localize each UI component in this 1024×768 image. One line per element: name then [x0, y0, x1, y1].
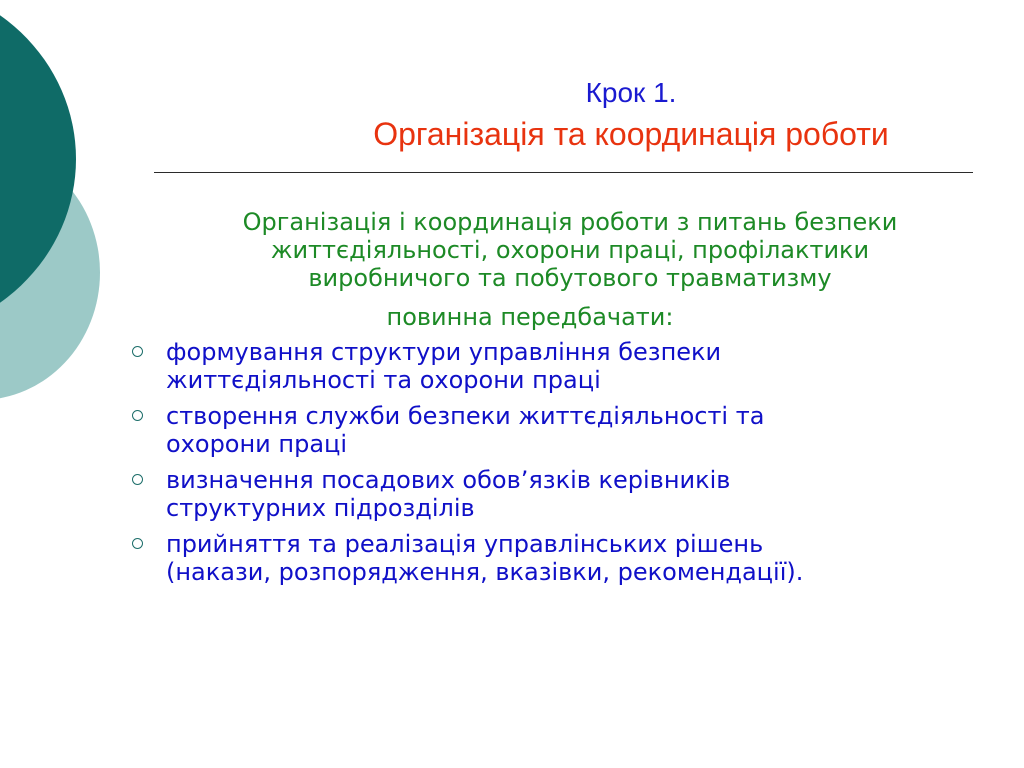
hollow-circle-bullet-icon [132, 474, 143, 485]
bullet-text-line: структурних підрозділів [166, 494, 475, 522]
intro-line: життєдіяльності, охорони праці, профілактики [270, 236, 870, 264]
bullet-list [0, 338, 1024, 594]
step-title: Організація та координація роботи [373, 116, 889, 152]
bullet-text-line: (накази, розпорядження, вказівки, рекомендації). [166, 558, 804, 586]
hollow-circle-bullet-icon [132, 410, 143, 421]
bullet-item [0, 530, 1024, 586]
bullet-item [0, 402, 1024, 458]
intro-line: виробничого та побутового травматизму [308, 264, 832, 292]
hollow-circle-bullet-icon [132, 346, 143, 357]
hollow-circle-bullet-icon [132, 538, 143, 549]
bullet-item [0, 338, 1024, 394]
bullet-item [0, 466, 1024, 522]
bullet-text-line: визначення посадових обов’язків керівників [166, 466, 731, 494]
bullet-text-line: створення служби безпеки життєдіяльності та [166, 402, 765, 430]
slide-title [150, 74, 972, 156]
title-divider [154, 172, 973, 173]
intro-lead: повинна передбачати: [386, 303, 674, 331]
intro-paragraph [160, 208, 980, 292]
bullet-text-line: охорони праці [166, 430, 348, 458]
intro-line: Організація і координація роботи з питань безпеки [242, 208, 898, 236]
bullet-text-line: прийняття та реалізація управлінських рішень [166, 530, 764, 558]
bullet-text-line: життєдіяльності та охорони праці [166, 366, 601, 394]
step-label: Крок 1. [585, 77, 677, 108]
bullet-text-line: формування структури управління безпеки [166, 338, 722, 366]
